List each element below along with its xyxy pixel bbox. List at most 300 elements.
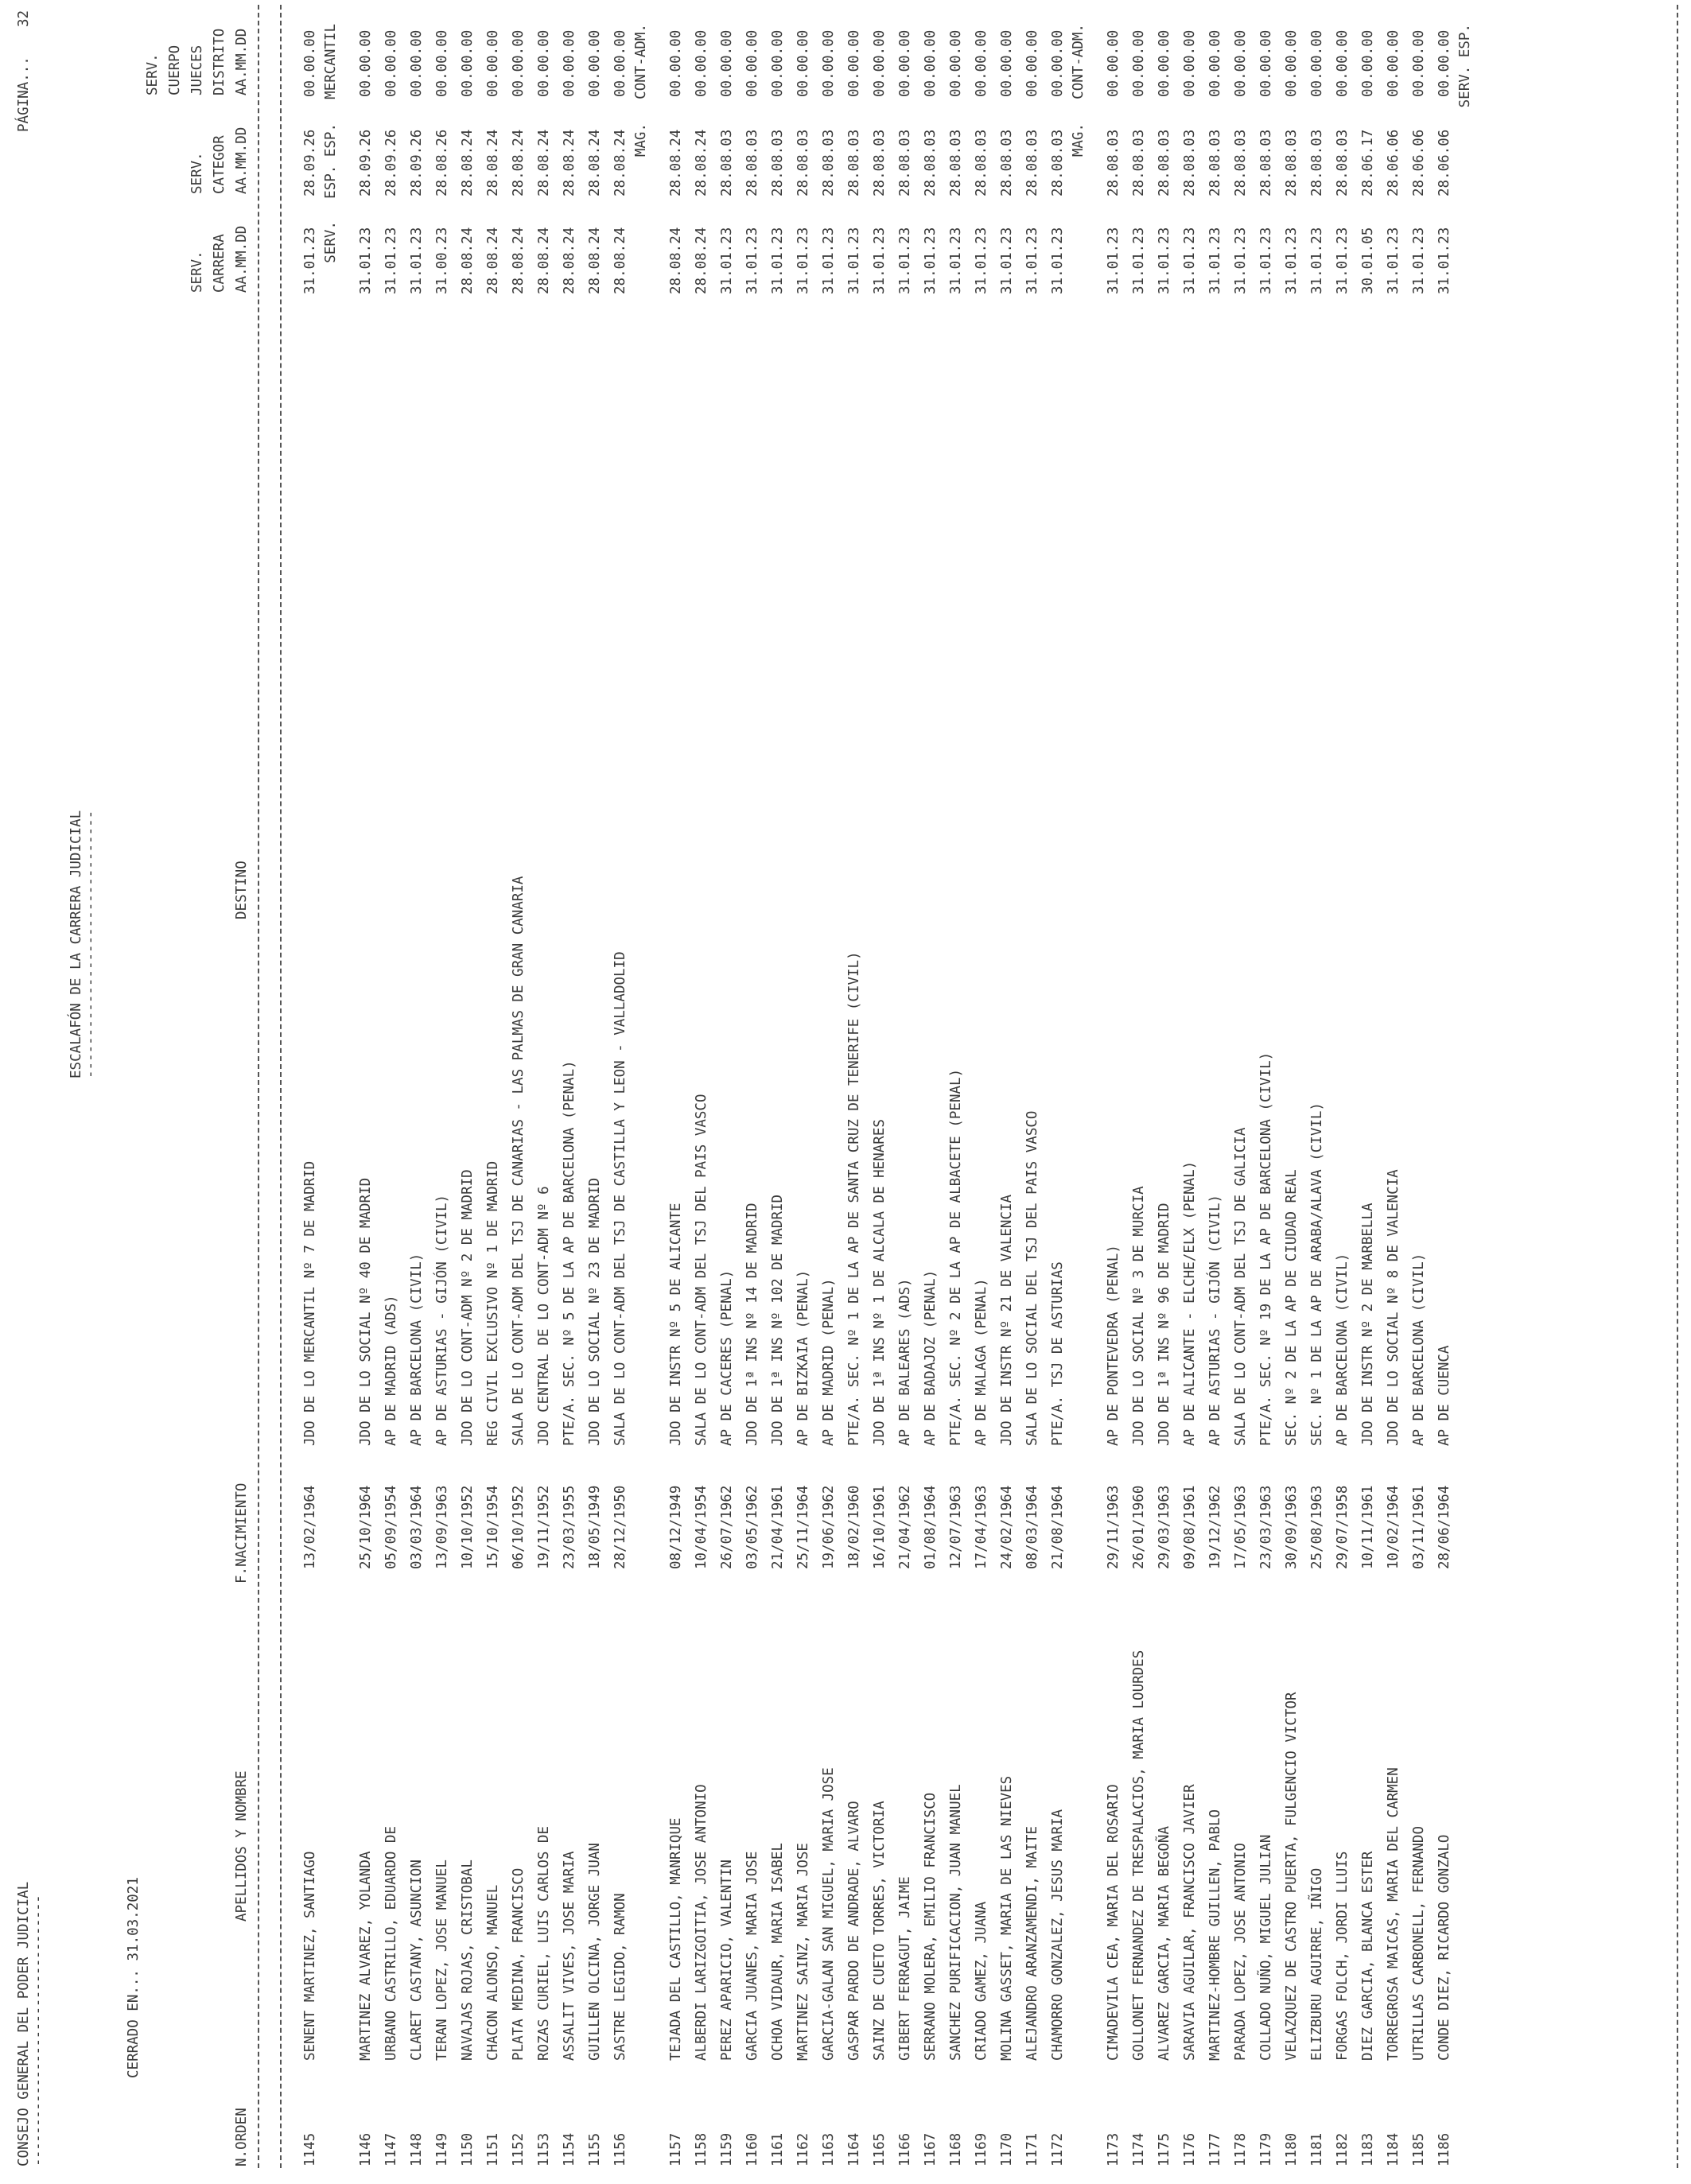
destination: AP DE BALEARES (ADS): [897, 1278, 913, 1446]
district-service: 00.00.00: [1360, 29, 1376, 97]
district-service: 00.00.00: [1386, 29, 1401, 97]
category-service: 28.09.26: [409, 129, 425, 196]
birth-date: 09/08/1961: [1182, 1485, 1198, 1569]
note-category: ESP. ESP.: [323, 123, 339, 199]
career-service: 31.01.23: [923, 227, 939, 294]
career-service: 31.01.23: [1335, 227, 1351, 294]
career-service: 28.08.24: [460, 227, 476, 294]
district-service: 00.00.00: [1106, 29, 1122, 97]
order-number: 1168: [948, 2132, 964, 2167]
category-service: 28.08.03: [897, 129, 913, 196]
order-number: 1151: [485, 2132, 501, 2167]
destination: AP DE BADAJOZ (PENAL): [923, 1269, 939, 1446]
table-row: [360, 0, 385, 2184]
order-number: 1160: [744, 2132, 760, 2167]
table-row: [1001, 0, 1026, 2184]
career-service: 31.01.23: [744, 227, 760, 294]
table-row: [1234, 0, 1260, 2184]
district-service: 00.00.00: [872, 29, 888, 97]
note-district: CONT-ADM.: [1071, 24, 1087, 99]
col-header-carrera-line-3: AA.MM.DD: [234, 225, 250, 293]
full-name: PARADA LOPEZ, JOSE ANTONIO: [1233, 1843, 1249, 2061]
career-service: 31.01.23: [1207, 227, 1223, 294]
career-service: 31.01.23: [872, 227, 888, 294]
order-number: 1180: [1284, 2132, 1300, 2167]
table-row: [950, 0, 975, 2184]
category-service: 28.08.03: [1309, 129, 1325, 196]
district-service: 00.00.00: [974, 29, 989, 97]
category-service: 28.08.03: [770, 129, 786, 196]
district-service: 00.00.00: [1233, 29, 1249, 97]
full-name: TERAN LOPEZ, JOSE MANUEL: [434, 1860, 450, 2061]
order-number: 1178: [1233, 2132, 1249, 2167]
career-service: 28.08.24: [536, 227, 552, 294]
table-row: [670, 0, 695, 2184]
birth-date: 29/11/1963: [1106, 1485, 1122, 1569]
destination: AP DE BARCELONA (CIVIL): [1335, 1253, 1351, 1446]
birth-date: 23/03/1955: [562, 1485, 577, 1569]
full-name: GIBERT FERRAGUT, JAIME: [897, 1876, 913, 2061]
table-row: [721, 0, 746, 2184]
career-service: 31.01.23: [1386, 227, 1401, 294]
full-name: VELAZQUEZ DE CASTRO PUERTA, FULGENCIO VICTOR: [1284, 1692, 1300, 2061]
birth-date: 29/03/1963: [1156, 1485, 1172, 1569]
district-service: 00.00.00: [1207, 29, 1223, 97]
district-service: 00.00.00: [1050, 29, 1066, 97]
full-name: DIEZ GARCIA, BLANCA ESTER: [1360, 1851, 1376, 2061]
career-service: 31.01.23: [1233, 227, 1249, 294]
career-service: 31.01.23: [1258, 227, 1274, 294]
birth-date: 21/04/1961: [770, 1485, 786, 1569]
category-service: 28.08.24: [485, 129, 501, 196]
category-service: 28.08.03: [1156, 129, 1172, 196]
destination: JDO DE LO SOCIAL Nº 8 DE VALENCIA: [1386, 1169, 1401, 1446]
full-name: FORGAS FOLCH, JORDI LLUIS: [1335, 1851, 1351, 2061]
table-row: [1184, 0, 1209, 2184]
full-name: SENENT MARTINEZ, SANTIAGO: [302, 1851, 318, 2061]
order-number: 1156: [612, 2132, 628, 2167]
district-service: 00.00.00: [744, 29, 760, 97]
category-service: 28.08.03: [999, 129, 1015, 196]
full-name: ALEJANDRO ARANZAMENDI, MAITE: [1024, 1825, 1040, 2061]
career-service: 28.08.24: [562, 227, 577, 294]
category-service: 28.06.06: [1386, 129, 1401, 196]
order-number: 1170: [999, 2132, 1015, 2167]
note-career: SERV.: [323, 221, 339, 263]
career-service: 28.08.24: [612, 227, 628, 294]
destination: JDO DE 1ª INS Nº 102 DE MADRID: [770, 1194, 786, 1446]
closing-date: CERRADO EN... 31.03.2021: [126, 1877, 142, 2078]
order-number: 1153: [536, 2132, 552, 2167]
birth-date: 28/06/1964: [1436, 1485, 1452, 1569]
table-row: [899, 0, 924, 2184]
full-name: CONDE DIEZ, RICARDO GONZALO: [1436, 1834, 1452, 2061]
category-service: 28.08.03: [1024, 129, 1040, 196]
birth-date: 21/08/1964: [1050, 1485, 1066, 1569]
order-number: 1157: [668, 2132, 684, 2167]
full-name: ALBERDI LARIZGOITIA, JOSE ANTONIO: [694, 1784, 709, 2061]
full-name: MARTINEZ ALVAREZ, YOLANDA: [358, 1851, 374, 2061]
order-number: 1174: [1131, 2132, 1147, 2167]
full-name: PEREZ APARICIO, VALENTIN: [719, 1860, 735, 2061]
career-service: 28.08.24: [587, 227, 603, 294]
full-name: UTRILLAS CARBONELL, FERNANDO: [1411, 1825, 1427, 2061]
destination: PTE/A. SEC. Nº 19 DE LA AP DE BARCELONA (CIVIL): [1258, 1051, 1274, 1446]
table-row: [538, 0, 563, 2184]
destination: PTE/A. SEC. Nº 2 DE LA AP DE ALBACETE (PENAL): [948, 1068, 964, 1446]
birth-date: 25/08/1963: [1309, 1485, 1325, 1569]
category-service: 28.08.03: [846, 129, 862, 196]
full-name: GASPAR PARDO DE ANDRADE, ALVARO: [846, 1801, 862, 2061]
table-row: [512, 0, 538, 2184]
destination: AP DE BARCELONA (CIVIL): [1411, 1253, 1427, 1446]
order-number: 1152: [511, 2132, 527, 2167]
order-number: 1161: [770, 2132, 786, 2167]
table-row: [563, 0, 589, 2184]
col-header-nacimiento: F.NACIMIENTO: [234, 1483, 250, 1584]
table-row: [822, 0, 848, 2184]
birth-date: 15/10/1954: [485, 1485, 501, 1569]
birth-date: 10/11/1961: [1360, 1485, 1376, 1569]
table-row: [1107, 0, 1133, 2184]
table-row: [1285, 0, 1311, 2184]
destination: SALA DE LO CONT-ADM DEL TSJ DEL PAIS VASCO: [694, 1094, 709, 1446]
destination: AP DE ASTURIAS - GIJÓN (CIVIL): [434, 1194, 450, 1446]
order-number: 1159: [719, 2132, 735, 2167]
district-service: 00.00.00: [1309, 29, 1325, 97]
order-number: 1162: [795, 2132, 811, 2167]
category-service: 28.09.26: [383, 129, 399, 196]
birth-date: 26/07/1962: [719, 1485, 735, 1569]
order-number: 1184: [1386, 2132, 1401, 2167]
full-name: ELIZBURU AGUIRRE, IÑIGO: [1309, 1867, 1325, 2061]
career-service: 31.01.23: [358, 227, 374, 294]
col-header-categor-line-2: CATEGOR: [212, 135, 227, 194]
full-name: TORREGROSA MAICAS, MARIA DEL CARMEN: [1386, 1767, 1401, 2061]
order-number: 1165: [872, 2132, 888, 2167]
category-service: 28.08.24: [668, 129, 684, 196]
career-service: 31.01.23: [948, 227, 964, 294]
full-name: CLARET CASTANY, ASUNCION: [409, 1860, 425, 2061]
table-row: [975, 0, 1001, 2184]
birth-date: 12/07/1963: [948, 1485, 964, 1569]
category-service: 28.09.26: [358, 129, 374, 196]
district-service: 00.00.00: [536, 29, 552, 97]
destination: AP DE MADRID (PENAL): [821, 1278, 837, 1446]
category-service: 28.08.03: [1131, 129, 1147, 196]
birth-date: 10/04/1954: [694, 1485, 709, 1569]
order-number: 1169: [974, 2132, 989, 2167]
district-service: 00.00.00: [587, 29, 603, 97]
destination: SALA DE LO CONT-ADM DEL TSJ DE GALICIA: [1233, 1127, 1249, 1446]
birth-date: 21/04/1962: [897, 1485, 913, 1569]
destination: JDO DE 1ª INS Nº 96 DE MADRID: [1156, 1203, 1172, 1446]
full-name: GARCIA-GALAN SAN MIGUEL, MARIA JOSE: [821, 1767, 837, 2061]
career-service: 31.01.23: [1411, 227, 1427, 294]
district-service: 00.00.00: [562, 29, 577, 97]
order-number: 1150: [460, 2132, 476, 2167]
order-number: 1154: [562, 2132, 577, 2167]
district-service: 00.00.00: [1156, 29, 1172, 97]
destination: SEC. Nº 1 DE LA AP DE ARABA/ALAVA (CIVIL): [1309, 1102, 1325, 1446]
table-row: [436, 0, 461, 2184]
district-service: 00.00.00: [846, 29, 862, 97]
table-row: [1362, 0, 1387, 2184]
order-number: 1167: [923, 2132, 939, 2167]
category-service: 28.08.03: [1182, 129, 1198, 196]
organization-underline: ----------------------------------: [30, 1894, 46, 2167]
birth-date: 18/02/1960: [846, 1485, 862, 1569]
category-service: 28.06.06: [1411, 129, 1427, 196]
destination: AP DE CACERES (PENAL): [719, 1269, 735, 1446]
district-service: 00.00.00: [302, 29, 318, 97]
order-number: 1173: [1106, 2132, 1122, 2167]
order-number: 1186: [1436, 2132, 1452, 2167]
category-service: 28.08.24: [612, 129, 628, 196]
table-row: [1026, 0, 1052, 2184]
district-service: 00.00.00: [923, 29, 939, 97]
col-header-distrito-line-3: JUECES: [189, 45, 205, 95]
table-row: [1209, 0, 1234, 2184]
note-category: MAG.: [633, 123, 649, 157]
header-rule-top: [258, 5, 259, 2168]
table-row: [695, 0, 721, 2184]
order-number: 1163: [821, 2132, 837, 2167]
order-number: 1176: [1182, 2132, 1198, 2167]
table-row: [589, 0, 614, 2184]
career-service: 31.01.23: [1106, 227, 1122, 294]
table-row: [1413, 0, 1438, 2184]
order-number: 1182: [1335, 2132, 1351, 2167]
table-row: [1311, 0, 1336, 2184]
district-service: 00.00.00: [612, 29, 628, 97]
career-service: 31.01.23: [1050, 227, 1066, 294]
full-name: SASTRE LEGIDO, RAMON: [612, 1893, 628, 2061]
career-service: 31.01.23: [719, 227, 735, 294]
career-service: 31.01.23: [1156, 227, 1172, 294]
category-service: 28.06.06: [1436, 129, 1452, 196]
table-row: [410, 0, 436, 2184]
category-service: 28.08.03: [1284, 129, 1300, 196]
page-number: 32: [16, 10, 32, 27]
category-service: 28.08.24: [587, 129, 603, 196]
district-service: 00.00.00: [948, 29, 964, 97]
birth-date: 03/03/1964: [409, 1485, 425, 1569]
category-service: 28.08.03: [923, 129, 939, 196]
birth-date: 05/09/1954: [383, 1485, 399, 1569]
table-row: [873, 0, 899, 2184]
birth-date: 23/03/1963: [1258, 1485, 1274, 1569]
category-service: 28.08.03: [821, 129, 837, 196]
destination: JDO DE LO SOCIAL Nº 23 DE MADRID: [587, 1177, 603, 1446]
order-number: 1164: [846, 2132, 862, 2167]
district-service: 00.00.00: [1335, 29, 1351, 97]
career-service: 31.01.23: [770, 227, 786, 294]
destination: PTE/A. SEC. Nº 1 DE LA AP DE SANTA CRUZ DE TENERIFE (CIVIL): [846, 951, 862, 1446]
destination: REG CIVIL EXCLUSIVO Nº 1 DE MADRID: [485, 1160, 501, 1446]
birth-date: 18/05/1949: [587, 1485, 603, 1569]
birth-date: 19/06/1962: [821, 1485, 837, 1569]
category-service: 28.08.03: [744, 129, 760, 196]
table-row: [461, 0, 487, 2184]
birth-date: 28/12/1950: [612, 1485, 628, 1569]
district-service: 00.00.00: [719, 29, 735, 97]
table-row: [1260, 0, 1285, 2184]
district-service: 00.00.00: [795, 29, 811, 97]
order-number: 1172: [1050, 2132, 1066, 2167]
category-service: 28.08.03: [1335, 129, 1351, 196]
district-service: 00.00.00: [1258, 29, 1274, 97]
col-header-distrito-line-2: CUERPO: [167, 45, 183, 95]
category-service: 28.08.03: [719, 129, 735, 196]
district-service: 00.00.00: [897, 29, 913, 97]
table-row: [1387, 0, 1413, 2184]
category-service: 28.08.24: [536, 129, 552, 196]
birth-date: 19/12/1962: [1207, 1485, 1223, 1569]
birth-date: 25/11/1964: [795, 1485, 811, 1569]
birth-date: 10/02/1964: [1386, 1485, 1401, 1569]
full-name: MARTINEZ SAINZ, MARIA JOSE: [795, 1843, 811, 2061]
birth-date: 25/10/1964: [358, 1485, 374, 1569]
category-service: 28.06.17: [1360, 129, 1376, 196]
career-service: 31.01.23: [1182, 227, 1198, 294]
destination: PTE/A. SEC. Nº 5 DE LA AP DE BARCELONA (PENAL): [562, 1060, 577, 1446]
career-service: 31.01.23: [1284, 227, 1300, 294]
table-row: [1158, 0, 1184, 2184]
col-header-categor-line-3: AA.MM.DD: [234, 126, 250, 194]
destination: AP DE BIZKAIA (PENAL): [795, 1269, 811, 1446]
district-service: 00.00.00: [668, 29, 684, 97]
full-name: URBANO CASTRILLO, EDUARDO DE: [383, 1825, 399, 2061]
birth-date: 24/02/1964: [999, 1485, 1015, 1569]
note-district: CONT-ADM.: [633, 24, 649, 99]
full-name: GARCIA JUANES, MARIA JOSE: [744, 1851, 760, 2061]
category-service: 28.08.03: [1050, 129, 1066, 196]
career-service: 28.08.24: [511, 227, 527, 294]
full-name: PLATA MEDINA, FRANCISCO: [511, 1867, 527, 2061]
order-number: 1175: [1156, 2132, 1172, 2167]
header-rule-bottom: [280, 5, 282, 2168]
birth-date: 06/10/1952: [511, 1485, 527, 1569]
career-service: 31.01.23: [821, 227, 837, 294]
birth-date: 01/08/1964: [923, 1485, 939, 1569]
district-service: 00.00.00: [409, 29, 425, 97]
career-service: 31.01.23: [302, 227, 318, 294]
category-service: 28.08.24: [511, 129, 527, 196]
table-row: [385, 0, 410, 2184]
full-name: NAVAJAS ROJAS, CRISTOBAL: [460, 1860, 476, 2061]
order-number: 1179: [1258, 2132, 1274, 2167]
destination: AP DE MADRID (ADS): [383, 1295, 399, 1446]
order-number: 1149: [434, 2132, 450, 2167]
order-number: 1181: [1309, 2132, 1325, 2167]
destination: AP DE MALAGA (PENAL): [974, 1278, 989, 1446]
career-service: 31.01.23: [1131, 227, 1147, 294]
destination: JDO DE INSTR Nº 21 DE VALENCIA: [999, 1194, 1015, 1446]
district-service: 00.00.00: [1024, 29, 1040, 97]
service-note-row: [1072, 0, 1094, 2184]
table-row: [1336, 0, 1362, 2184]
district-service: 00.00.00: [1411, 29, 1427, 97]
table-row: [924, 0, 950, 2184]
destination: SALA DE LO CONT-ADM DEL TSJ DE CASTILLA Y LEON - VALLADOLID: [612, 951, 628, 1446]
destination: JDO DE LO SOCIAL Nº 3 DE MURCIA: [1131, 1186, 1147, 1446]
full-name: SERRANO MOLERA, EMILIO FRANCISCO: [923, 1792, 939, 2061]
category-service: 28.08.03: [1207, 129, 1223, 196]
col-header-carrera-line-1: SERV.: [189, 251, 205, 293]
full-name: CHACON ALONSO, MANUEL: [485, 1884, 501, 2061]
destination: AP DE BARCELONA (CIVIL): [409, 1253, 425, 1446]
birth-date: 13/02/1964: [302, 1485, 318, 1569]
district-service: 00.00.00: [1284, 29, 1300, 97]
destination: SALA DE LO CONT-ADM DEL TSJ DE CANARIAS - LAS PALMAS DE GRAN CANARIA: [511, 876, 527, 1446]
district-service: 00.00.00: [770, 29, 786, 97]
organization-name: CONSEJO GENERAL DEL PODER JUDICIAL: [16, 1881, 32, 2167]
district-service: 00.00.00: [821, 29, 837, 97]
destination: AP DE ALICANTE - ELCHE/ELX (PENAL): [1182, 1160, 1198, 1446]
service-note-row: [635, 0, 657, 2184]
destination: JDO DE INSTR Nº 5 DE ALICANTE: [668, 1203, 684, 1446]
col-header-distrito-line-1: SERV.: [145, 53, 161, 95]
birth-date: 10/10/1952: [460, 1485, 476, 1569]
career-service: 31.01.23: [1309, 227, 1325, 294]
category-service: 28.08.03: [1106, 129, 1122, 196]
destination: JDO DE 1ª INS Nº 14 DE MADRID: [744, 1203, 760, 1446]
order-number: 1145: [302, 2132, 318, 2167]
destination: JDO CENTRAL DE LO CONT-ADM Nº 6: [536, 1186, 552, 1446]
category-service: 28.08.24: [562, 129, 577, 196]
full-name: CIMADEVILA CEA, MARIA DEL ROSARIO: [1106, 1784, 1122, 2061]
destination: SALA DE LO SOCIAL DEL TSJ DEL PAIS VASCO: [1024, 1110, 1040, 1446]
career-service: 31.01.23: [999, 227, 1015, 294]
destination: SEC. Nº 2 DE LA AP DE CIUDAD REAL: [1284, 1169, 1300, 1446]
full-name: ROZAS CURIEL, LUIS CARLOS DE: [536, 1825, 552, 2061]
category-service: 28.08.03: [1233, 129, 1249, 196]
district-service: 00.00.00: [383, 29, 399, 97]
order-number: 1146: [358, 2132, 374, 2167]
full-name: MARTINEZ-HOMBRE GUILLEN, PABLO: [1207, 1809, 1223, 2061]
birth-date: 19/11/1952: [536, 1485, 552, 1569]
table-area: [191, 0, 1691, 2184]
category-service: 28.08.03: [795, 129, 811, 196]
table-row: [848, 0, 873, 2184]
order-number: 1185: [1411, 2132, 1427, 2167]
table-row: [487, 0, 512, 2184]
birth-date: 13/09/1963: [434, 1485, 450, 1569]
career-service: 28.08.24: [668, 227, 684, 294]
career-service: 30.01.05: [1360, 227, 1376, 294]
col-header-distrito-line-4: DISTRITO: [212, 28, 227, 95]
career-service: 31.01.23: [383, 227, 399, 294]
full-name: SARAVIA AGUILAR, FRANCISCO JAVIER: [1182, 1784, 1198, 2061]
col-header-carrera-line-2: CARRERA: [212, 234, 227, 293]
career-service: 31.01.23: [846, 227, 862, 294]
note-district: MERCANTIL: [323, 24, 339, 99]
destination: JDO DE INSTR Nº 2 DE MARBELLA: [1360, 1203, 1376, 1446]
col-header-destino: DESTINO: [234, 861, 250, 919]
career-service: 31.01.23: [1436, 227, 1452, 294]
full-name: ALVAREZ GARCIA, MARIA BEGOÑA: [1156, 1825, 1172, 2061]
table-row: [772, 0, 797, 2184]
full-name: GUILLEN OLCINA, JORGE JUAN: [587, 1843, 603, 2061]
birth-date: 17/05/1963: [1233, 1485, 1249, 1569]
table-row: [1133, 0, 1158, 2184]
district-service: 00.00.00: [1436, 29, 1452, 97]
birth-date: 26/01/1960: [1131, 1485, 1147, 1569]
document-title-underline: --------------------------------: [83, 810, 99, 1078]
district-service: 00.00.00: [1131, 29, 1147, 97]
category-service: 28.08.03: [1258, 129, 1274, 196]
